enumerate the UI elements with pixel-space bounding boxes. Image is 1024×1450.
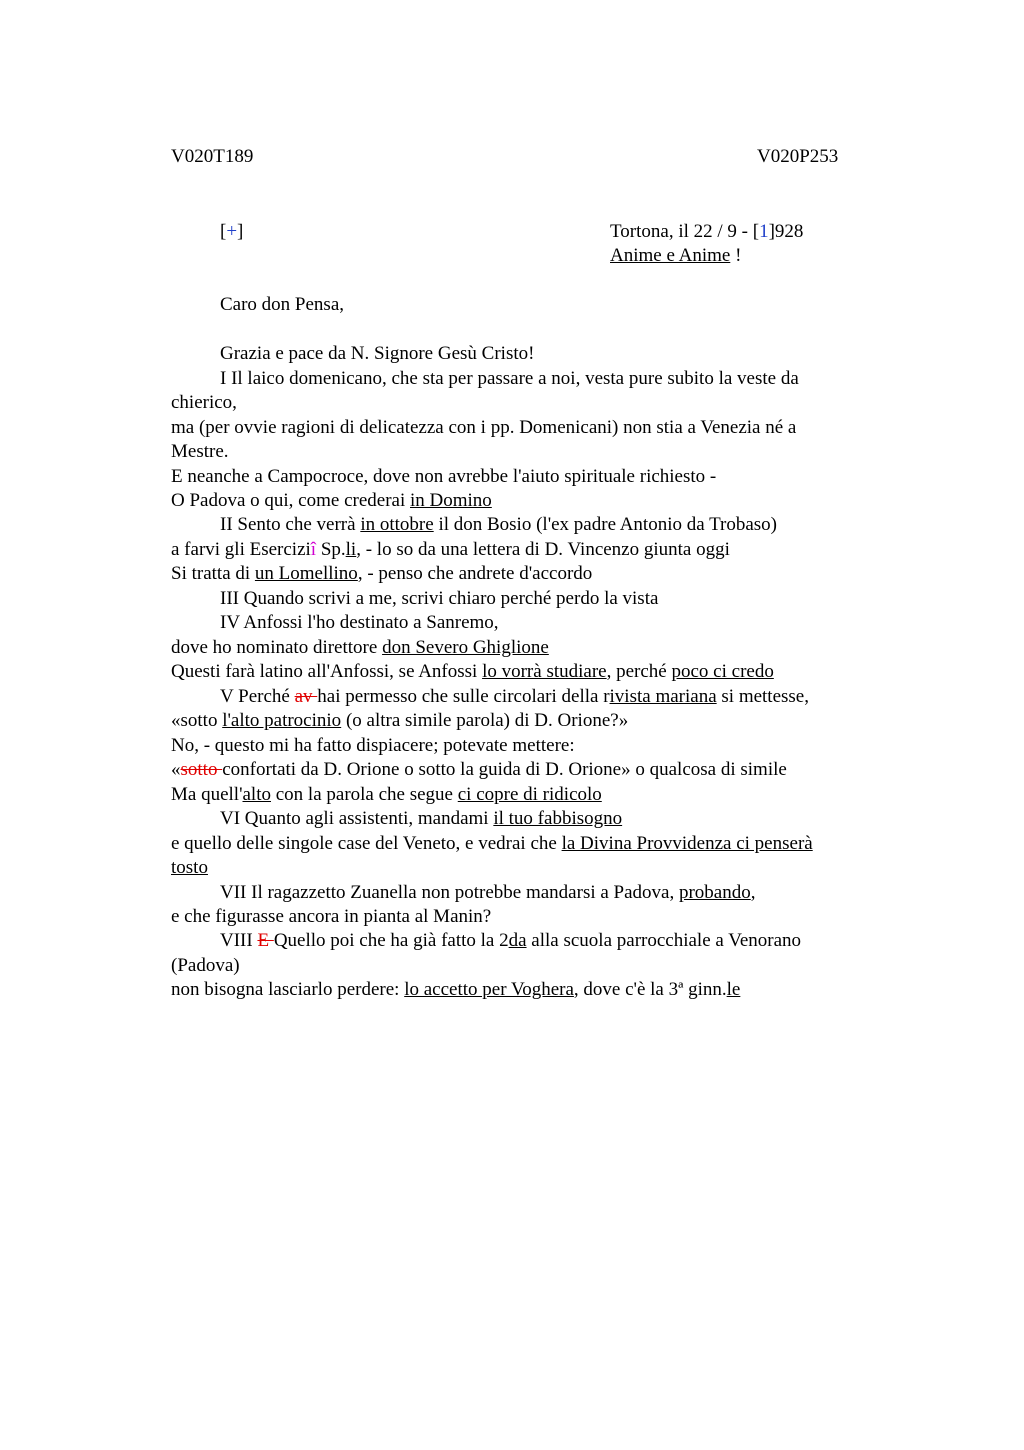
text-line: Grazia e pace da N. Signore Gesù Cristo! xyxy=(220,343,535,364)
text-line: I Il laico domenicano, che sta per passare a noi, vesta pure subito la veste da xyxy=(220,368,799,389)
text-line: Mestre. xyxy=(171,441,229,462)
document-code-left: V020T189 xyxy=(171,146,254,167)
text-line: chierico, xyxy=(171,392,237,413)
cross-icon: + xyxy=(226,221,238,242)
deleted-text: av xyxy=(294,686,318,707)
document-code-right: V020P253 xyxy=(757,146,839,167)
deleted-text: E xyxy=(257,930,274,951)
text-line: Questi farà latino all'Anfossi, se Anfossi lo vorrà studiare, perché poco ci credo xyxy=(171,661,774,682)
text-line: II Sento che verrà in ottobre il don Bosio (l'ex padre Antonio da Trobaso) xyxy=(220,514,777,535)
text-line: VI Quanto agli assistenti, mandami il tuo fabbisogno xyxy=(220,808,623,829)
text-line: E neanche a Campocroce, dove non avrebbe l'aiuto spirituale richiesto - xyxy=(171,466,717,487)
text-line: Ma quell'alto con la parola che segue ci copre di ridicolo xyxy=(171,784,602,805)
text-line: e quello delle singole case del Veneto, e vedrai che la Divina Provvidenza ci penserà xyxy=(171,833,813,854)
text-line: a farvi gli Eserciziî Sp.li, - lo so da una lettera di D. Vincenzo giunta oggi xyxy=(171,539,730,560)
text-line: O Padova o qui, come crederai in Domino xyxy=(171,490,492,511)
text-line: VIII E Quello poi che ha già fatto la 2da alla scuola parrocchiale a Venorano xyxy=(220,930,802,951)
text-line: «sotto l'alto patrocinio (o altra simile parola) di D. Orione?» xyxy=(171,710,629,731)
text-line: ma (per ovvie ragioni di delicatezza con i pp. Domenicani) non stia a Venezia né a xyxy=(171,417,797,438)
text-line: V Perché av hai permesso che sulle circolari della rivista mariana si mettesse, xyxy=(220,686,809,707)
text-line: III Quando scrivi a me, scrivi chiaro perché perdo la vista xyxy=(220,588,659,609)
text-line: VII Il ragazzetto Zuanella non potrebbe mandarsi a Padova, probando, xyxy=(220,882,756,903)
text-line: No, - questo mi ha fatto dispiacere; potevate mettere: xyxy=(171,735,575,756)
text-line: IV Anfossi l'ho destinato a Sanremo, xyxy=(220,612,499,633)
text-line: non bisogna lasciarlo perdere: lo accetto per Voghera, dove c'è la 3ª ginn.le xyxy=(171,979,741,1000)
date-line: Tortona, il 22 / 9 - [1]928 xyxy=(610,221,804,242)
cross-mark: [+] xyxy=(220,221,244,242)
salutation: Caro don Pensa, xyxy=(220,294,345,315)
text-line: (Padova) xyxy=(171,955,240,976)
motto: Anime e Anime ! xyxy=(610,245,742,266)
text-line: tosto xyxy=(171,857,208,878)
text-line: e che figurasse ancora in pianta al Manin? xyxy=(171,906,492,927)
text-line: «sotto confortati da D. Orione o sotto la guida di D. Orione» o qualcosa di simile xyxy=(171,759,787,780)
text-line: Si tratta di un Lomellino, - penso che andrete d'accordo xyxy=(171,563,593,584)
deleted-text: sotto xyxy=(180,759,223,780)
text-line: dove ho nominato direttore don Severo Ghiglione xyxy=(171,637,549,658)
